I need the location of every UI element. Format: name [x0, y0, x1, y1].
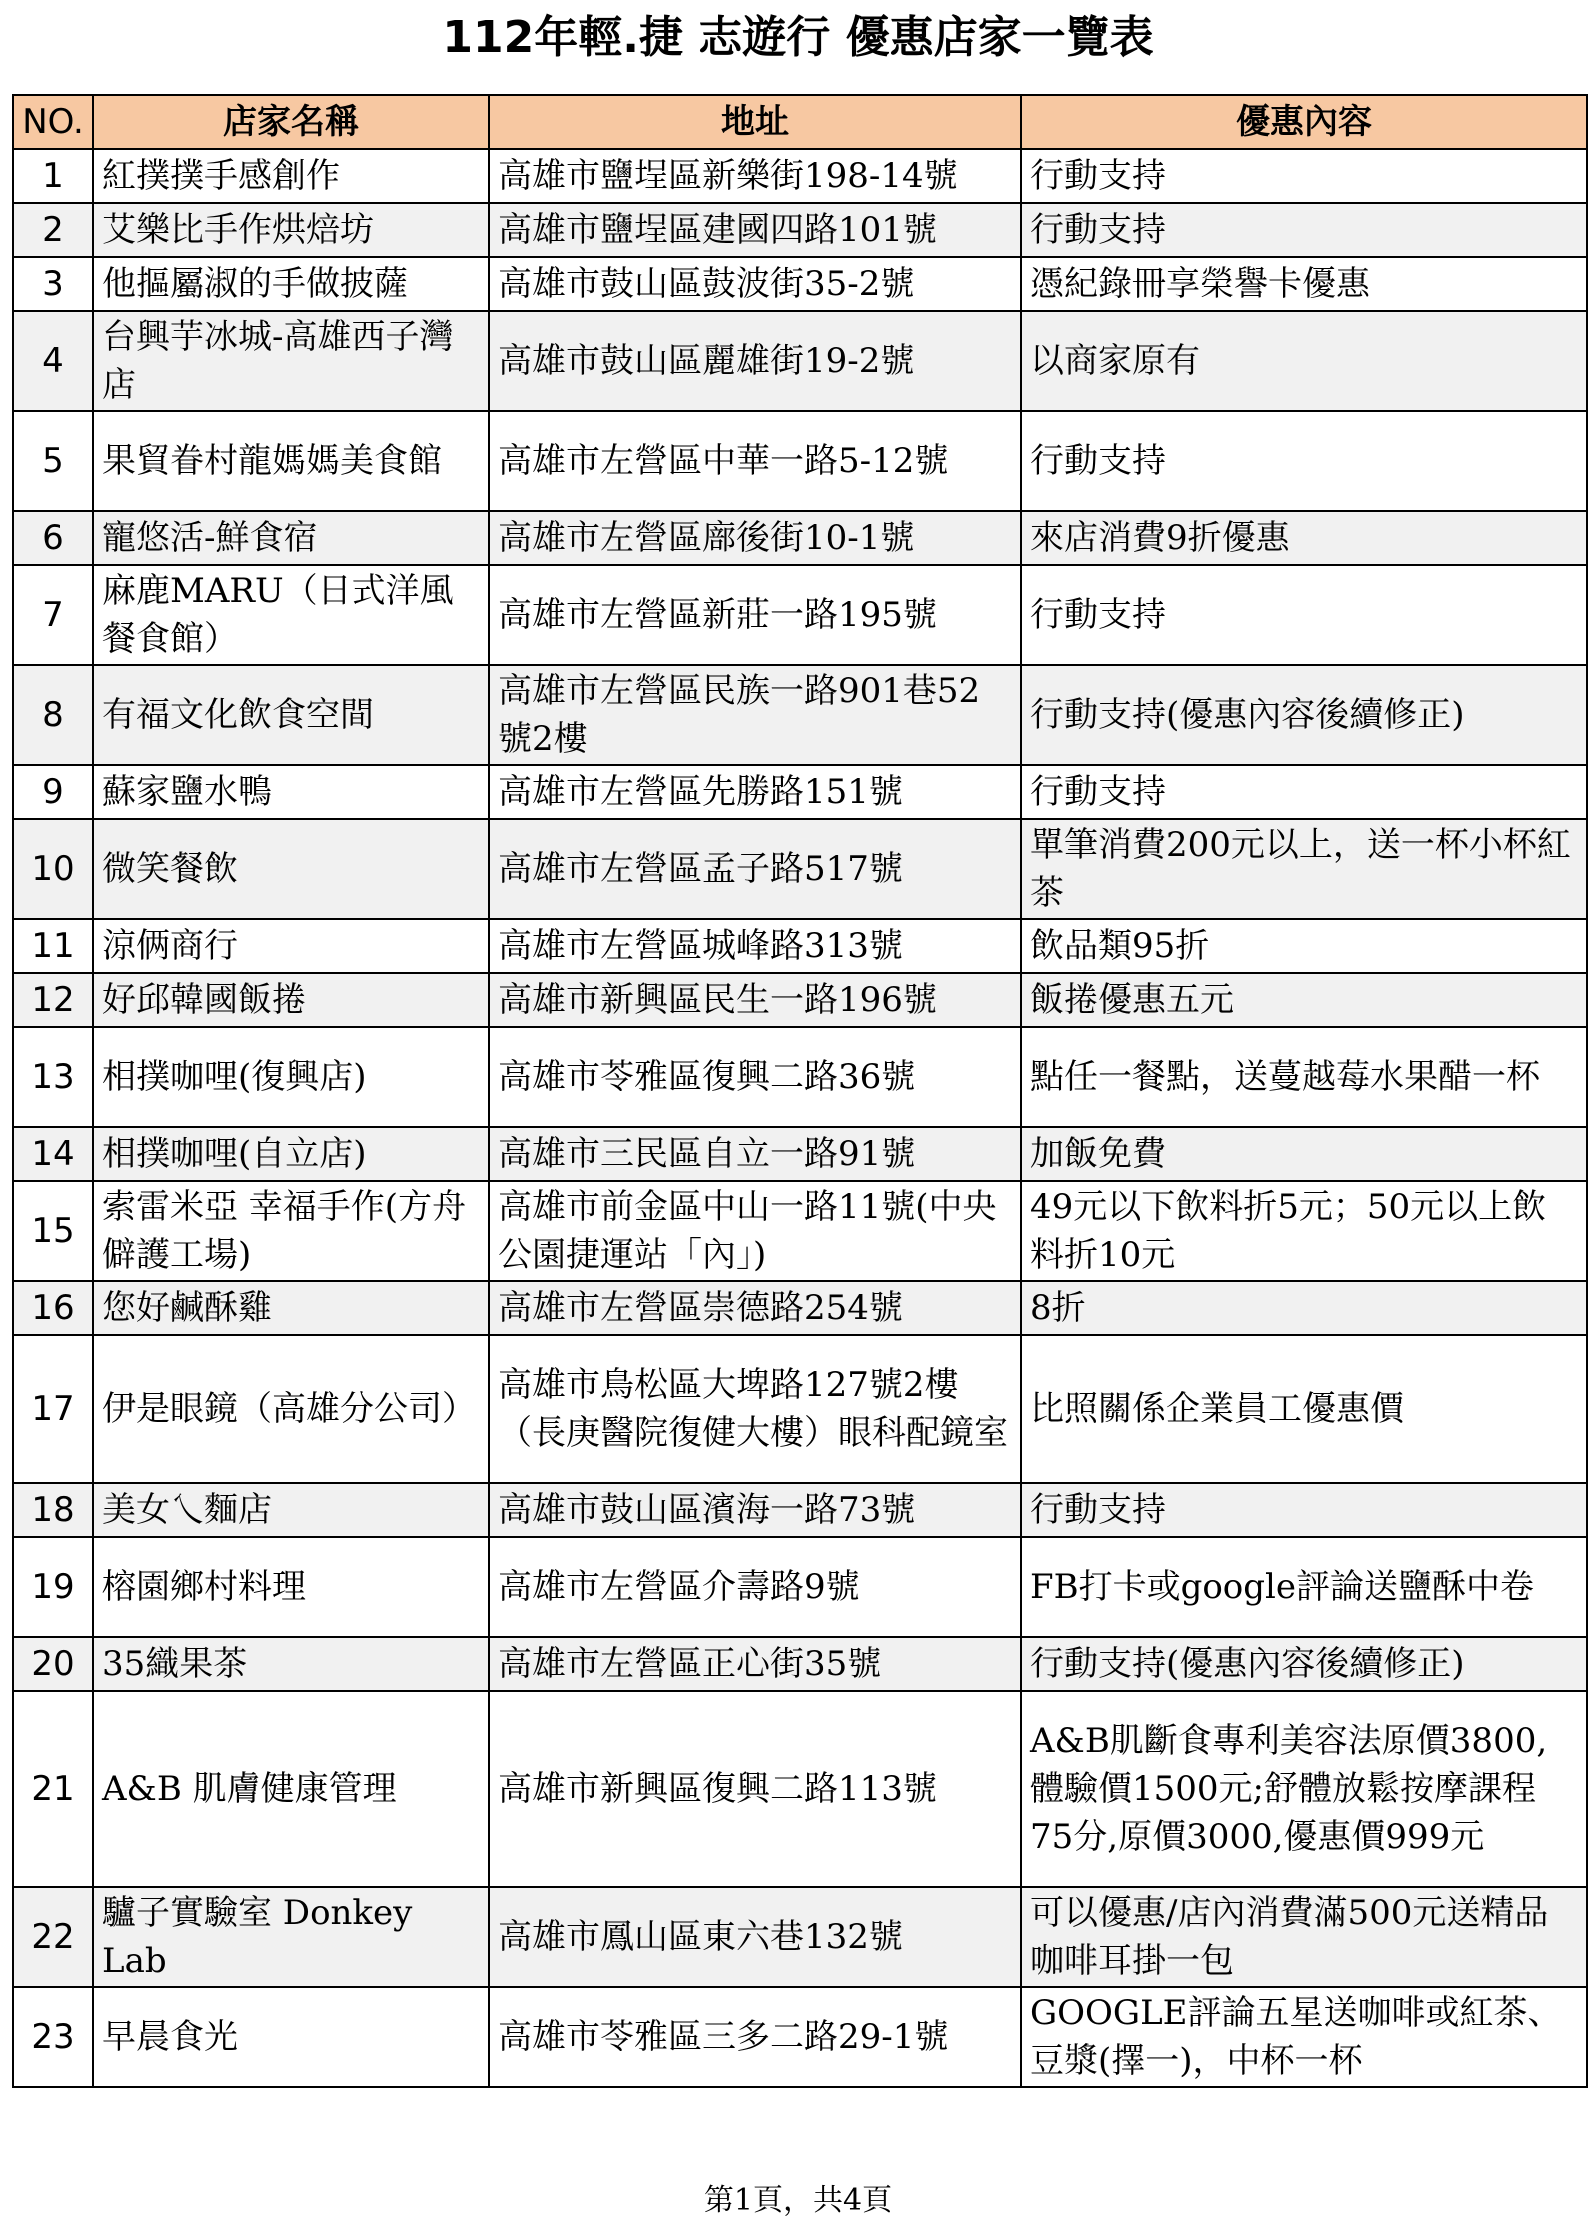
cell-store-name: 35織果茶 [93, 1637, 489, 1691]
page-footer: 第1頁，共4頁 [703, 2183, 893, 2218]
cell-address: 高雄市苓雅區復興二路36號 [489, 1027, 1021, 1127]
cell-offer: GOOGLE評論五星送咖啡或紅茶、豆漿(擇一)，中杯一杯 [1021, 1987, 1587, 2087]
table-row [13, 819, 1587, 919]
cell-address: 高雄市鳥松區大埤路127號2樓（長庚醫院復健大樓）眼科配鏡室 [489, 1335, 1021, 1483]
cell-offer: 比照關係企業員工優惠價 [1021, 1335, 1587, 1483]
table-row [13, 311, 1587, 411]
table-row [13, 973, 1587, 1027]
cell-offer: 行動支持(優惠內容後續修正) [1021, 665, 1587, 765]
cell-store-name: 榕園鄉村料理 [93, 1537, 489, 1637]
store-table [12, 94, 1588, 2088]
cell-store-name: 有福文化飲食空間 [93, 665, 489, 765]
table-row [13, 1987, 1587, 2087]
cell-store-name: 相撲咖哩(復興店) [93, 1027, 489, 1127]
table-row [13, 1887, 1587, 1987]
table-row [13, 919, 1587, 973]
cell-address: 高雄市鳳山區東六巷132號 [489, 1887, 1021, 1987]
cell-no: 3 [13, 257, 93, 311]
table-row [13, 1637, 1587, 1691]
cell-no: 16 [13, 1281, 93, 1335]
cell-no: 18 [13, 1483, 93, 1537]
cell-no: 5 [13, 411, 93, 511]
cell-no: 2 [13, 203, 93, 257]
table-row [13, 765, 1587, 819]
cell-offer: 行動支持 [1021, 149, 1587, 203]
cell-address: 高雄市鹽埕區新樂街198-14號 [489, 149, 1021, 203]
cell-address: 高雄市左營區廍後街10-1號 [489, 511, 1021, 565]
header-address: 地址 [489, 95, 1021, 149]
cell-no: 14 [13, 1127, 93, 1181]
table-row [13, 203, 1587, 257]
cell-offer: 行動支持(優惠內容後續修正) [1021, 1637, 1587, 1691]
cell-offer: 行動支持 [1021, 411, 1587, 511]
cell-no: 9 [13, 765, 93, 819]
cell-store-name: 他摳屬淑的手做披薩 [93, 257, 489, 311]
cell-offer: 加飯免費 [1021, 1127, 1587, 1181]
cell-address: 高雄市左營區正心街35號 [489, 1637, 1021, 1691]
cell-address: 高雄市鼓山區麗雄街19-2號 [489, 311, 1021, 411]
cell-no: 4 [13, 311, 93, 411]
header-offer: 優惠內容 [1021, 95, 1587, 149]
table-row [13, 665, 1587, 765]
cell-offer: 49元以下飲料折5元；50元以上飲料折10元 [1021, 1181, 1587, 1281]
table-row [13, 149, 1587, 203]
cell-no: 8 [13, 665, 93, 765]
cell-store-name: 美女乀麵店 [93, 1483, 489, 1537]
cell-no: 10 [13, 819, 93, 919]
cell-offer: 點任一餐點，送蔓越莓水果醋一杯 [1021, 1027, 1587, 1127]
cell-store-name: 索雷米亞 幸福手作(方舟僻護工場) [93, 1181, 489, 1281]
cell-store-name: 早晨食光 [93, 1987, 489, 2087]
cell-store-name: 微笑餐飲 [93, 819, 489, 919]
cell-offer: 行動支持 [1021, 765, 1587, 819]
table-row [13, 1537, 1587, 1637]
cell-offer: 行動支持 [1021, 565, 1587, 665]
cell-no: 23 [13, 1987, 93, 2087]
table-header-row [13, 95, 1587, 149]
cell-address: 高雄市左營區民族一路901巷52號2樓 [489, 665, 1021, 765]
cell-offer: 飯捲優惠五元 [1021, 973, 1587, 1027]
cell-offer: 飲品類95折 [1021, 919, 1587, 973]
cell-address: 高雄市左營區中華一路5-12號 [489, 411, 1021, 511]
table-row [13, 1027, 1587, 1127]
cell-no: 22 [13, 1887, 93, 1987]
cell-no: 20 [13, 1637, 93, 1691]
cell-store-name: 驢子實驗室 Donkey Lab [93, 1887, 489, 1987]
cell-store-name: 艾樂比手作烘焙坊 [93, 203, 489, 257]
table-row [13, 1127, 1587, 1181]
cell-address: 高雄市鼓山區濱海一路73號 [489, 1483, 1021, 1537]
cell-address: 高雄市新興區復興二路113號 [489, 1691, 1021, 1887]
cell-offer: 8折 [1021, 1281, 1587, 1335]
cell-no: 12 [13, 973, 93, 1027]
cell-store-name: 您好鹹酥雞 [93, 1281, 489, 1335]
cell-no: 1 [13, 149, 93, 203]
cell-no: 7 [13, 565, 93, 665]
table-row [13, 1281, 1587, 1335]
cell-store-name: 果貿眷村龍媽媽美食館 [93, 411, 489, 511]
page-title: 112年輕.捷 志遊行 優惠店家一覽表 [442, 12, 1154, 63]
cell-offer: 單筆消費200元以上，送一杯小杯紅茶 [1021, 819, 1587, 919]
cell-address: 高雄市左營區先勝路151號 [489, 765, 1021, 819]
cell-store-name: A&B 肌膚健康管理 [93, 1691, 489, 1887]
table-row [13, 1483, 1587, 1537]
cell-address: 高雄市左營區新莊一路195號 [489, 565, 1021, 665]
cell-no: 6 [13, 511, 93, 565]
cell-store-name: 紅撲撲手感創作 [93, 149, 489, 203]
cell-address: 高雄市鼓山區鼓波街35-2號 [489, 257, 1021, 311]
cell-no: 21 [13, 1691, 93, 1887]
cell-offer: 以商家原有 [1021, 311, 1587, 411]
cell-address: 高雄市鹽埕區建國四路101號 [489, 203, 1021, 257]
cell-no: 11 [13, 919, 93, 973]
cell-address: 高雄市左營區崇德路254號 [489, 1281, 1021, 1335]
cell-no: 15 [13, 1181, 93, 1281]
cell-address: 高雄市三民區自立一路91號 [489, 1127, 1021, 1181]
cell-offer: 可以優惠/店內消費滿500元送精品咖啡耳掛一包 [1021, 1887, 1587, 1987]
cell-no: 17 [13, 1335, 93, 1483]
table-body [13, 149, 1587, 2087]
cell-address: 高雄市左營區孟子路517號 [489, 819, 1021, 919]
cell-store-name: 寵悠活-鮮食宿 [93, 511, 489, 565]
cell-no: 19 [13, 1537, 93, 1637]
table-row [13, 511, 1587, 565]
cell-offer: 行動支持 [1021, 1483, 1587, 1537]
table-row [13, 1335, 1587, 1483]
table-row [13, 1181, 1587, 1281]
cell-store-name: 好邱韓國飯捲 [93, 973, 489, 1027]
cell-address: 高雄市新興區民生一路196號 [489, 973, 1021, 1027]
cell-offer: 行動支持 [1021, 203, 1587, 257]
cell-address: 高雄市左營區介壽路9號 [489, 1537, 1021, 1637]
table-row [13, 1691, 1587, 1887]
cell-offer: 憑紀錄冊享榮譽卡優惠 [1021, 257, 1587, 311]
table-row [13, 411, 1587, 511]
header-no: NO. [13, 95, 93, 149]
cell-store-name: 相撲咖哩(自立店) [93, 1127, 489, 1181]
cell-offer: 來店消費9折優惠 [1021, 511, 1587, 565]
cell-store-name: 蘇家鹽水鴨 [93, 765, 489, 819]
cell-offer: A&B肌斷食專利美容法原價3800,體驗價1500元;舒體放鬆按摩課程75分,原價3000,優惠價999元 [1021, 1691, 1587, 1887]
cell-store-name: 麻鹿MARU（日式洋風餐食館） [93, 565, 489, 665]
table-row [13, 257, 1587, 311]
table-row [13, 565, 1587, 665]
cell-store-name: 伊是眼鏡（高雄分公司） [93, 1335, 489, 1483]
header-store-name: 店家名稱 [93, 95, 489, 149]
cell-no: 13 [13, 1027, 93, 1127]
cell-address: 高雄市前金區中山一路11號(中央公園捷運站「內」) [489, 1181, 1021, 1281]
cell-store-name: 台興芋冰城-高雄西子灣店 [93, 311, 489, 411]
cell-address: 高雄市苓雅區三多二路29-1號 [489, 1987, 1021, 2087]
cell-address: 高雄市左營區城峰路313號 [489, 919, 1021, 973]
cell-store-name: 涼俩商行 [93, 919, 489, 973]
cell-offer: FB打卡或google評論送鹽酥中卷 [1021, 1537, 1587, 1637]
